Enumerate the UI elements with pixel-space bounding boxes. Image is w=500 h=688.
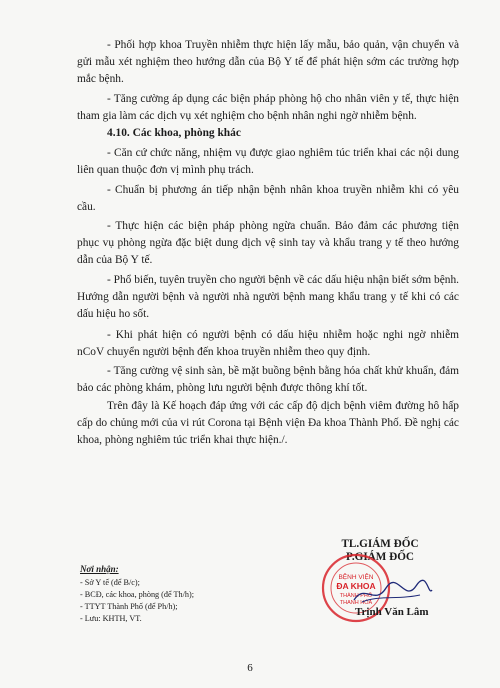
recipients-title: Nơi nhận: [80,564,119,574]
recipient-item: - Sở Y tế (để B/c); [80,578,140,587]
paragraph-ncov-transfer: - Khi phát hiện có người bệnh có dấu hiệu nhiễm hoặc nghi ngờ nhiễm nCoV chuyển người bệnh đến khoa truyền nhiễm theo quy định. [77,329,459,359]
stamp-text-line: THÀNH PHỐ [339,593,373,599]
recipients-block [80,563,280,625]
recipient-item: - BCĐ, các khoa, phòng (để Th/h); [80,590,194,599]
paragraph-sanitation: - Tăng cường vệ sinh sàn, bề mặt buồng bệnh bằng hóa chất khử khuẩn, đảm bảo các phòng khám, phòng lưu người bệnh được thông khí tốt. [77,365,459,395]
handwritten-signature [350,578,435,608]
recipient-item: - TTYT Thành Phố (để Ph/h); [80,602,178,611]
paragraph-sample-transport: - Phối hợp khoa Truyền nhiễm thực hiện lấy mẫu, bảo quản, vận chuyển và gửi mẫu xét nghiệm theo hướng dẫn của Bộ Y tế để phát hiện sớm các trường hợp mắc bệnh. [77,39,459,86]
paragraph-conclusion: Trên đây là Kế hoạch đáp ứng với các cấp độ dịch bệnh viêm đường hô hấp cấp do chủng mới của vi rút Corona tại Bệnh viện Đa khoa Thành Phố. Đề nghị các khoa, phòng nghiêm túc triển khai thực hiện./. [77,400,459,447]
paragraph-protection: - Tăng cường áp dụng các biện pháp phòng hộ cho nhân viên y tế, thực hiện tham gia làm các dịch vụ xét nghiệm cho bệnh nhân nghi ngờ nhiễm bệnh. [77,93,459,123]
paragraph-communication: - Phổ biến, tuyên truyền cho người bệnh về các dấu hiệu nhận biết sớm bệnh. Hướng dẫn người bệnh và người nhà người bệnh mang khẩu trang y tế khi có các dấu hiệu ho sốt. [77,274,459,321]
signature-title-1: TL.GIÁM ĐỐC [341,538,419,550]
paragraph-responsibilities: - Căn cứ chức năng, nhiệm vụ được giao nghiêm túc triển khai các nội dung liên quan thuộc đơn vị mình phụ trách. [77,147,459,177]
stamp-text-line: BỆNH VIỆN [338,574,374,581]
stamp-text-line: THANH HÓA [339,600,373,606]
paragraph-admission-plan: - Chuẩn bị phương án tiếp nhận bệnh nhân khoa truyền nhiễm khi có yêu cầu. [77,184,459,214]
signature-title-2: P.GIÁM ĐỐC [346,551,414,563]
paragraph-standard-precautions: - Thực hiện các biện pháp phòng ngừa chuẩn. Bảo đảm các phương tiện phục vụ phòng ngừa đặc biệt dung dịch vệ sinh tay và khẩu trang y tế theo hướng dẫn của Bộ Y tế. [77,220,459,267]
page-number: 6 [247,662,253,674]
stamp-text-line: ĐA KHOA [336,581,376,591]
signer-name: Trịnh Văn Lâm [355,606,429,618]
section-heading: 4.10. Các khoa, phòng khác [107,127,241,139]
recipient-item: - Lưu: KHTH, VT. [80,614,142,623]
